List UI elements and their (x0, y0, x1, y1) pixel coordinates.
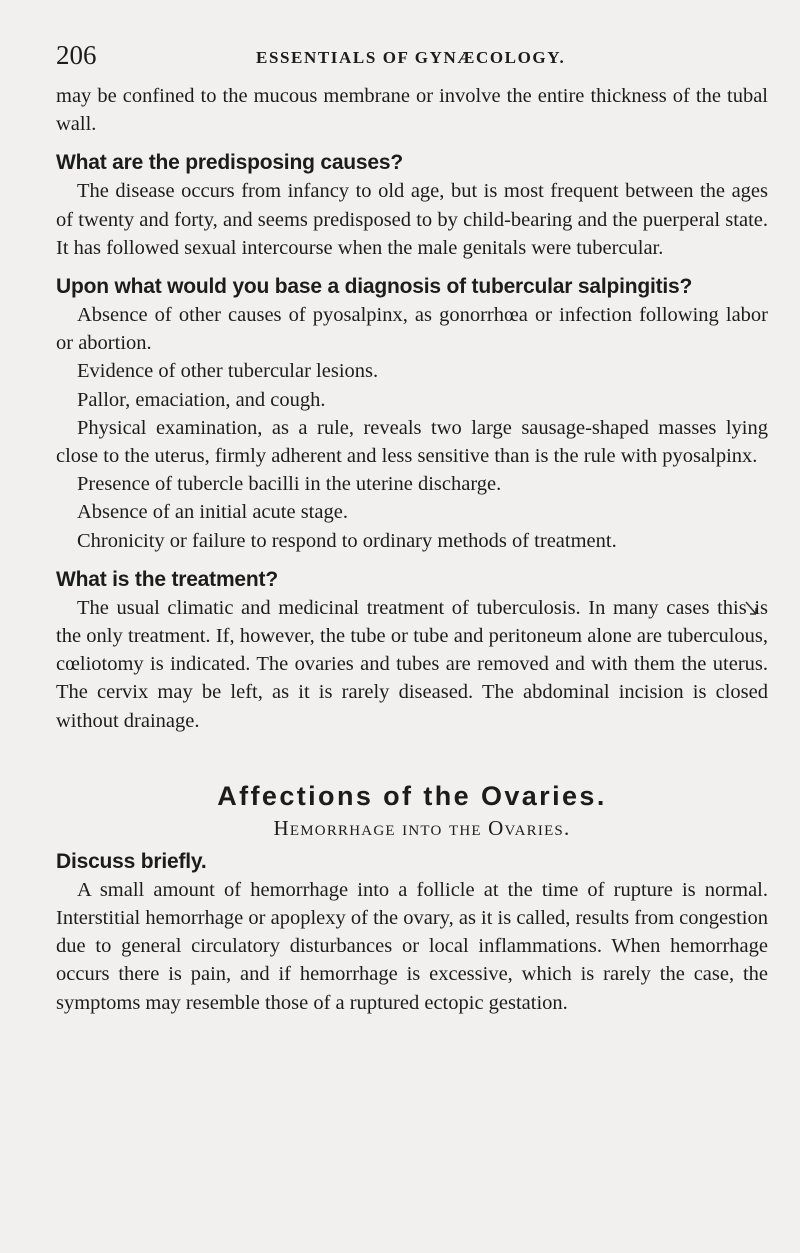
margin-mark-icon (745, 600, 759, 620)
diagnosis-item: Evidence of other tubercular lesions. (77, 360, 379, 383)
diagnosis-item: Pallor, emaciation, and cough. (77, 388, 326, 411)
diagnosis-item: Absence of an initial acute stage. (77, 501, 348, 524)
intro-paragraph: may be confined to the mucous membrane or involve the entire thickness of the tubal wall. (56, 85, 768, 136)
page-number: 206 (56, 40, 97, 70)
diagnosis-item: Physical examination, as a rule, reveals two large sausage-shaped masses lying close to the uterus, firmly adherent and less sensitive than is the rule with pyosalpinx. (56, 416, 768, 468)
answer-discuss: A small amount of hemorrhage into a follicle at the time of rupture is normal. Interstitial hemorrhage or apoplexy of the ovary, as it is called, results from congestion due to general circulatory disturbances or local inflammations. When hemorrhage occurs there is pain, and if hemorrhage is excessive, which is rarely the case, the symptoms may resemble those of a ruptured ectopic gestation. (56, 878, 768, 1014)
question-treatment: What is the treatment? (56, 567, 278, 591)
subsection-title (76, 815, 768, 843)
answer-predisposing-causes: The disease occurs from infancy to old age, but is most frequent between the ages of twenty and forty, and seems predisposed to by child-bearing and the puerperal state. It has followed sexual intercourse when the male genitals were tubercular. (56, 180, 768, 259)
diagnosis-item: Absence of other causes of pyosalpinx, as gonorrhœa or infection following labor or abortion. (56, 304, 768, 355)
book-page (56, 40, 768, 1017)
question-discuss: Discuss briefly. (56, 849, 207, 873)
diagnosis-item: Presence of tubercle bacilli in the uterine discharge. (77, 473, 502, 496)
running-title: ESSENTIALS OF GYNÆCOLOGY. (256, 48, 566, 67)
question-diagnosis: Upon what would you base a diagnosis of tubercular salpingitis? (56, 275, 693, 299)
subsection-title-text: Hemorrhage into the Ovaries. (273, 815, 571, 840)
section-title: Affections of the Ovaries. (217, 780, 607, 811)
answer-treatment: The usual climatic and medicinal treatment of tuberculosis. In many cases this is the only treatment. If, however, the tube or tube and peritoneum alone are tuberculous, cœliotomy is indicated. The ovaries and tubes are removed and with them the uterus. The cervix may be left, as it is rarely diseased. The abdominal incision is closed without drainage. (56, 596, 768, 732)
page-header (56, 40, 768, 82)
diagnosis-item: Chronicity or failure to respond to ordinary methods of treatment. (77, 529, 617, 552)
question-predisposing-causes: What are the predisposing causes? (56, 151, 403, 175)
